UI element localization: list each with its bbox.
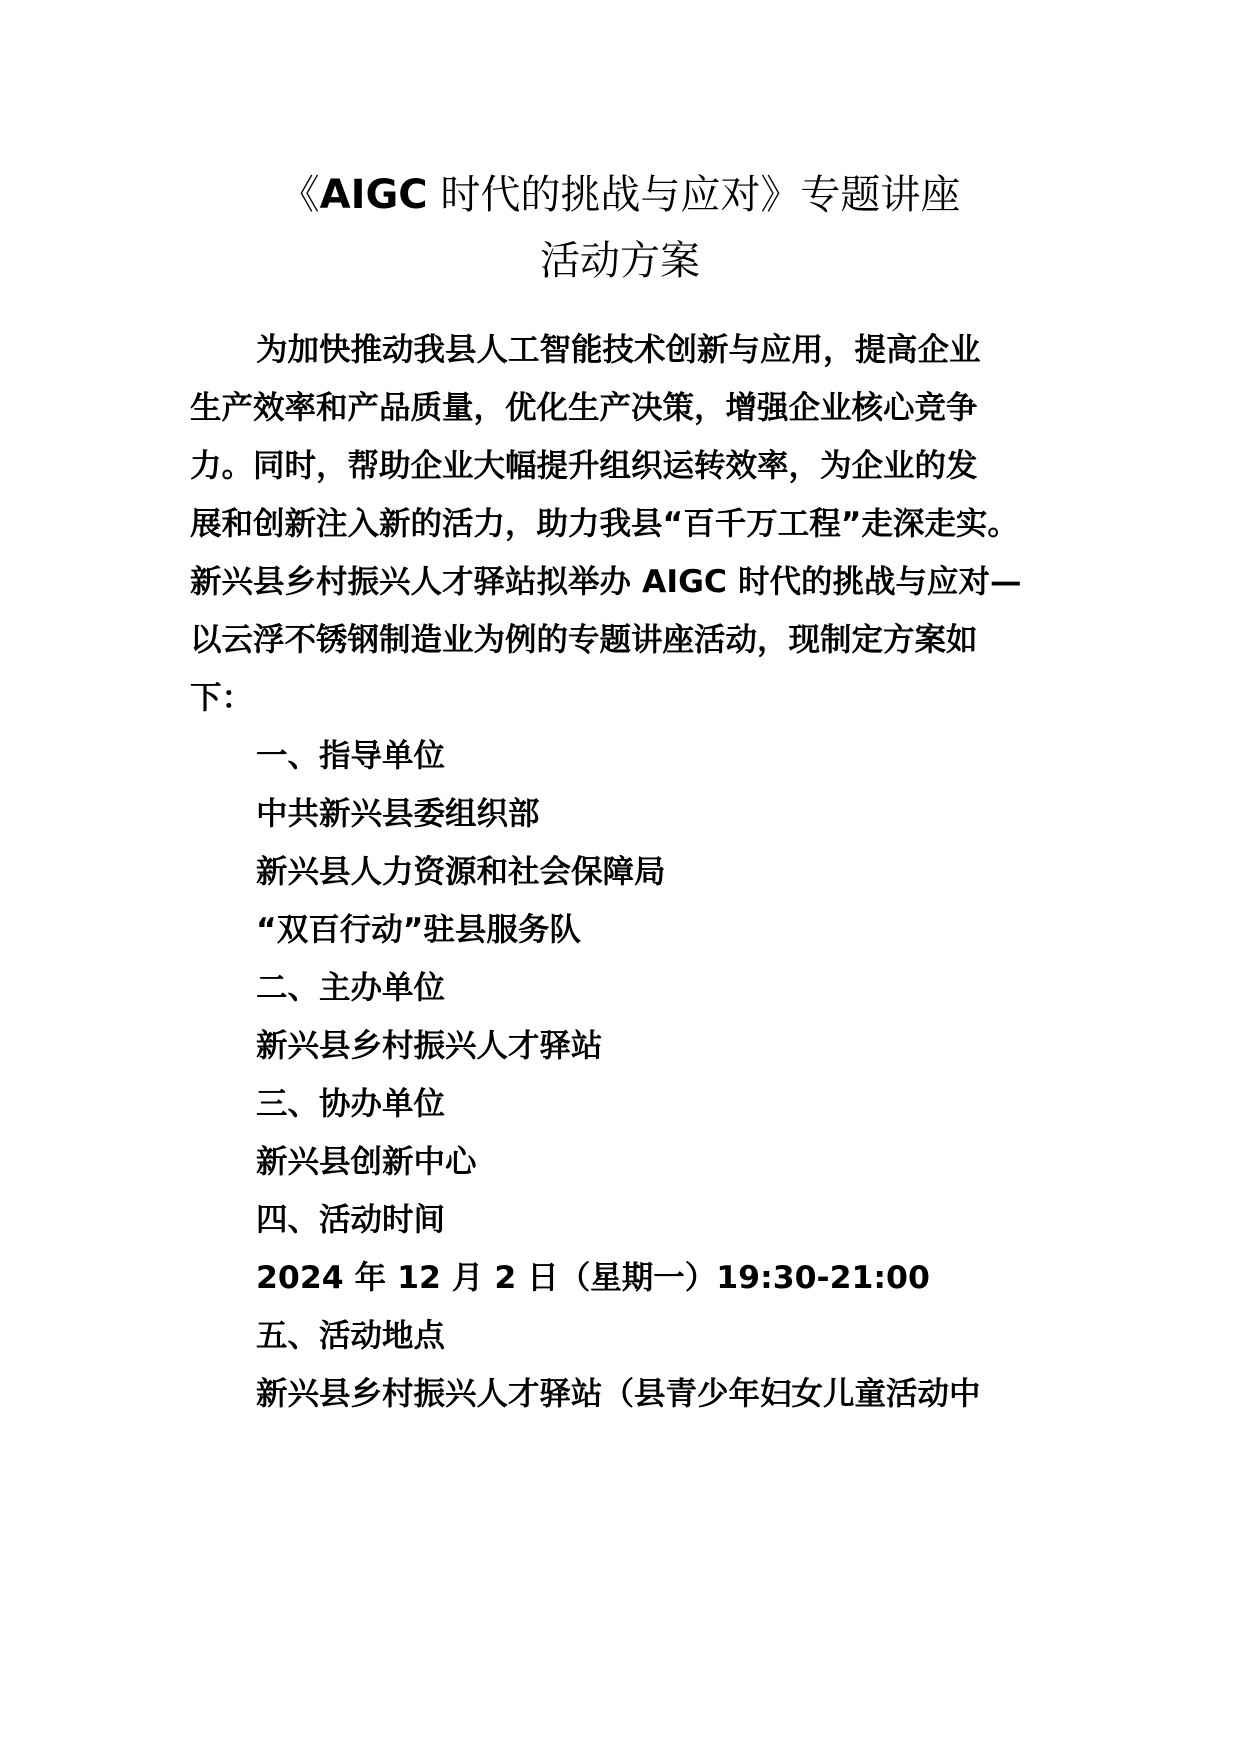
intro-paragraph	[190, 321, 1058, 727]
section-item: 中共新兴县委组织部	[256, 796, 540, 832]
section-guiding-units	[190, 727, 1058, 959]
intro-line: 新兴县乡村振兴人才驿站拟举办 AIGC 时代的挑战与应对—	[190, 564, 1022, 600]
title-main-text: 时代的挑战与应对》专题讲座	[427, 172, 961, 218]
event-location: 新兴县乡村振兴人才驿站（县青少年妇女儿童活动中	[256, 1376, 981, 1412]
document-body	[190, 321, 1058, 1423]
section-heading: 三、协办单位	[256, 1086, 446, 1122]
section-item: “双百行动”驻县服务队	[256, 912, 581, 948]
intro-line: 以云浮不锈钢制造业为例的专题讲座活动，现制定方案如	[190, 622, 978, 658]
section-item: 新兴县乡村振兴人才驿站	[256, 1028, 603, 1064]
intro-line: 生产效率和产品质量，优化生产决策，增强企业核心竞争	[190, 390, 978, 426]
title-line-2: 活动方案	[540, 238, 700, 284]
event-datetime: 2024 年 12 月 2 日（星期一）19:30-21:00	[256, 1260, 930, 1296]
section-heading: 二、主办单位	[256, 970, 446, 1006]
intro-line: 展和创新注入新的活力，助力我县“百千万工程”走深走实。	[190, 506, 1019, 542]
section-host-unit	[190, 959, 1058, 1075]
section-heading: 五、活动地点	[256, 1318, 446, 1354]
title-open-bracket: 《	[279, 172, 320, 218]
title-line-1	[0, 162, 1240, 228]
title-aigc: AIGC	[319, 172, 428, 218]
section-co-host-unit	[190, 1075, 1058, 1191]
intro-line: 下：	[190, 680, 254, 716]
section-item: 新兴县人力资源和社会保障局	[256, 854, 666, 890]
intro-line: 为加快推动我县人工智能技术创新与应用，提高企业	[256, 332, 981, 368]
section-heading: 一、指导单位	[256, 738, 446, 774]
section-event-time	[190, 1191, 1058, 1307]
section-item: 新兴县创新中心	[256, 1144, 477, 1180]
section-event-location	[190, 1307, 1058, 1423]
intro-line: 力。同时，帮助企业大幅提升组织运转效率，为企业的发	[190, 448, 978, 484]
section-heading: 四、活动时间	[256, 1202, 446, 1238]
document-title	[0, 162, 1240, 294]
